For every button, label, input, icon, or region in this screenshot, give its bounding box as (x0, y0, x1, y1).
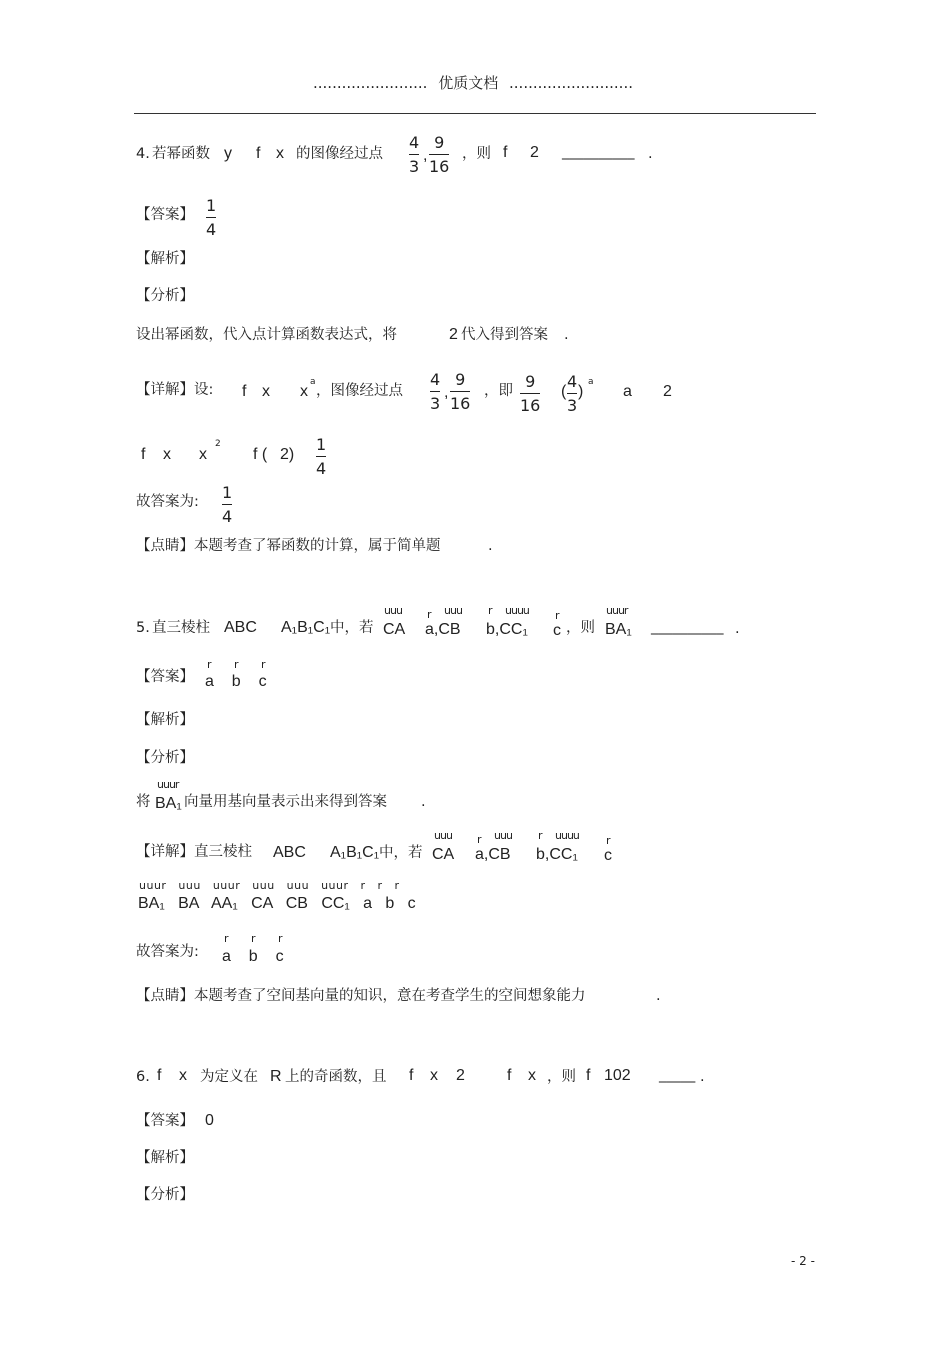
q4-comma: , (423, 147, 428, 164)
q4-text1: 若幂函数 (152, 146, 210, 162)
q4-line2-m2: 2) (280, 446, 295, 463)
q5-final-vec-marks: r r r (224, 932, 286, 945)
q6-value: 102 (604, 1067, 631, 1084)
header (313, 76, 633, 91)
q4-detail-point-y-num: 9 (455, 370, 466, 389)
q4-point-x-den: 3 (409, 157, 420, 176)
q5-vec-mark-ba1: uuur (606, 604, 628, 617)
q5-dianjing-label: 【点睛】 (136, 988, 194, 1004)
q4-detail-eq-left-num: 9 (525, 372, 536, 391)
q5-dot: . (735, 621, 740, 637)
q4-fenxi-text: 设出幂函数，代入点计算函数表达式，将 (136, 327, 397, 343)
q4-line2-den: 4 (316, 459, 327, 478)
header-left-dots: ........................ (313, 74, 428, 92)
q6-x2: x (430, 1067, 438, 1084)
q6-answer: 0 (205, 1112, 214, 1129)
q5-dianjing-text: 本题考查了空间基向量的知识，意在考查学生的空间想象能力 (194, 988, 586, 1004)
q5-vec-mark-cb: uuu (444, 604, 462, 617)
q4-point-y (429, 133, 449, 176)
q5-detail-a1b1c1: A₁B₁C₁ (330, 844, 380, 861)
q4-detail-point-x-num: 4 (430, 370, 441, 389)
q4-answer-den: 4 (206, 220, 217, 239)
q5-number: 5. (136, 620, 150, 636)
q4-answer-num: 1 (206, 196, 217, 215)
q4-fenxi-dot: . (564, 327, 569, 343)
q4-answer-fraction (206, 196, 216, 239)
q6-x: x (179, 1067, 187, 1084)
q4-answer-label: 【答案】 (136, 207, 194, 223)
q6-f: f (157, 1067, 162, 1084)
q4-point-x (409, 133, 419, 176)
q4-detail-label: 【详解】设: (136, 382, 214, 398)
q4-line2-fraction (316, 435, 326, 478)
q4-detail-eq-right-num: 4 (567, 372, 578, 391)
q5-answer-vec-marks: r r r (207, 658, 269, 671)
q5-b-cc1: b,CC₁ (486, 621, 528, 638)
q5-fenxi-vec-mark: uuur (157, 778, 179, 791)
q4-line2-f: f (141, 446, 146, 463)
q6-text2: 上的奇函数，且 (285, 1069, 387, 1085)
q6-dot: . (700, 1069, 705, 1085)
q4-detail-eq-right-den: 3 (567, 396, 578, 415)
q4-detail-x2: x (300, 383, 308, 400)
q4-detail-a3: a (623, 383, 632, 400)
q4-detail-two: 2 (663, 383, 672, 400)
q5-abc: ABC (224, 619, 257, 636)
q5-line2: BA₁ BA AA₁ CA CB CC₁ a b c (138, 895, 416, 912)
q5-detail-vec-mark-cc1: uuuu (555, 829, 579, 842)
q6-f4: f (586, 1067, 591, 1084)
q5-fenxi-ba1: BA₁ (155, 795, 182, 812)
q4-final-den: 4 (222, 507, 233, 526)
q5-then: ，则 (566, 620, 595, 636)
q4-y: y (224, 145, 232, 162)
q5-detail-abc: ABC (273, 844, 306, 861)
q4-f: f (256, 145, 261, 162)
q5-vec-mark-a: r (427, 608, 431, 621)
header-rule (134, 113, 816, 114)
q4-line2-x: x (163, 446, 171, 463)
q6-f2: f (409, 1067, 414, 1084)
q5-answer: a b c (205, 673, 270, 690)
q4-analysis-label: 【解析】 (136, 251, 194, 267)
q4-point-y-num: 9 (434, 133, 445, 152)
q4-two: 2 (530, 144, 539, 161)
q4-fenxi-two: 2 (449, 326, 458, 343)
q5-dianjing-dot: . (656, 988, 661, 1004)
q5-final: a b c (222, 948, 287, 965)
q5-answer-label: 【答案】 (136, 669, 194, 685)
q5-final-label: 故答案为: (136, 944, 199, 960)
q5-detail-vec-mark-ca: uuu (434, 829, 452, 842)
q5-text1: 直三棱柱 (152, 620, 210, 636)
q4-detail-point-y-den: 16 (450, 394, 471, 413)
q4-detail-a2-exponent: a (588, 377, 594, 387)
q5-detail-vec-mark-a: r (477, 833, 481, 846)
q4-final-num: 1 (222, 483, 233, 502)
q4-text2: 的图像经过点 (296, 146, 383, 162)
q5-fenxi-dot: . (421, 794, 426, 810)
q5-detail-label: 【详解】直三棱柱 (136, 844, 252, 860)
q4-line2-x2: x (199, 446, 207, 463)
q5-fenxi-label: 【分析】 (136, 750, 194, 766)
q4-detail-point-x (430, 370, 440, 413)
q5-detail-text: 中，若 (379, 845, 423, 861)
q5-a-cb: a,CB (425, 621, 461, 638)
q5-analysis-label: 【解析】 (136, 712, 194, 728)
q4-detail-rparen: ) (578, 383, 584, 400)
q4-f2: f (503, 144, 508, 161)
q6-fenxi-label: 【分析】 (136, 1187, 194, 1203)
q4-line2-f2: f ( (253, 446, 268, 463)
q5-vec-mark-c: r (555, 609, 559, 622)
q6-two: 2 (456, 1067, 465, 1084)
q4-then: ，则 (462, 146, 491, 162)
q4-line2-num: 1 (316, 435, 327, 454)
q4-detail-comma: , (444, 384, 449, 401)
q4-dianjing-text: 本题考查了幂函数的计算，属于简单题 (194, 538, 441, 554)
q6-then: ，则 (547, 1069, 576, 1085)
q4-detail-x: x (262, 383, 270, 400)
q4-fenxi-label: 【分析】 (136, 288, 194, 304)
q4-blank: __________ (562, 144, 635, 160)
q5-text2: 中，若 (330, 620, 374, 636)
q6-x3: x (528, 1067, 536, 1084)
q5-line2-vec-marks: uuur uuu uuur uuu uuu uuur r r r (139, 879, 400, 892)
q5-vec-mark-cc1: uuuu (505, 604, 529, 617)
q5-detail-b-cc1: b,CC₁ (536, 846, 578, 863)
q4-dianjing-dot: . (488, 538, 493, 554)
q4-detail-lparen: ( (561, 383, 567, 400)
q4-detail-a-exponent: a (310, 377, 316, 387)
q6-text1: 为定义在 (200, 1069, 258, 1085)
q4-x: x (276, 145, 284, 162)
q4-detail-point-y (450, 370, 470, 413)
q4-number: 4. (136, 146, 150, 162)
q5-a1b1c1: A₁B₁C₁ (281, 619, 331, 636)
q6-R: R (270, 1068, 282, 1085)
q4-final-fraction (222, 483, 232, 526)
q6-answer-label: 【答案】 (136, 1113, 194, 1129)
q6-f3: f (507, 1067, 512, 1084)
q4-detail-eq-right (567, 372, 577, 415)
q6-analysis-label: 【解析】 (136, 1150, 194, 1166)
q4-detail-text: ，图像经过点 (316, 383, 403, 399)
q5-blank: __________ (651, 619, 724, 635)
header-right-dots: .......................... (509, 74, 633, 92)
q5-fenxi-jiang: 将 (136, 794, 151, 810)
q5-detail-ca: CA (432, 846, 455, 863)
q4-point-y-den: 16 (429, 157, 450, 176)
q5-detail-vec-mark-c: r (606, 834, 610, 847)
q6-blank: _____ (659, 1067, 696, 1083)
q4-detail-eq-left (520, 372, 540, 415)
q6-number: 6. (136, 1069, 150, 1085)
q4-detail-f: f (242, 383, 247, 400)
q5-detail-vec-mark-cb: uuu (494, 829, 512, 842)
q4-final-label: 故答案为: (136, 494, 199, 510)
q5-c: c (553, 622, 561, 639)
q5-vec-mark-b: r (488, 604, 492, 617)
q5-detail-vec-mark-b: r (538, 829, 542, 842)
q4-fenxi-text2: 代入得到答案 (461, 327, 548, 343)
q4-detail-eq-left-den: 16 (520, 396, 541, 415)
q4-dot: . (648, 146, 653, 162)
q5-ba1: BA₁ (605, 621, 632, 638)
q5-ca: CA (383, 621, 406, 638)
q4-dianjing-label: 【点睛】 (136, 538, 194, 554)
q4-line2-exp: 2 (215, 439, 221, 449)
header-title: 优质文档 (438, 74, 499, 92)
q4-detail-ji: ，即 (484, 383, 513, 399)
q4-detail-point-x-den: 3 (430, 394, 441, 413)
q4-point-x-num: 4 (409, 133, 420, 152)
q5-fenxi-text: 向量用基向量表示出来得到答案 (184, 794, 387, 810)
page-number: - 2 - (791, 1254, 815, 1268)
q5-detail-a-cb: a,CB (475, 846, 511, 863)
q5-detail-c: c (604, 847, 612, 864)
q5-vec-mark-ca: uuu (384, 604, 402, 617)
